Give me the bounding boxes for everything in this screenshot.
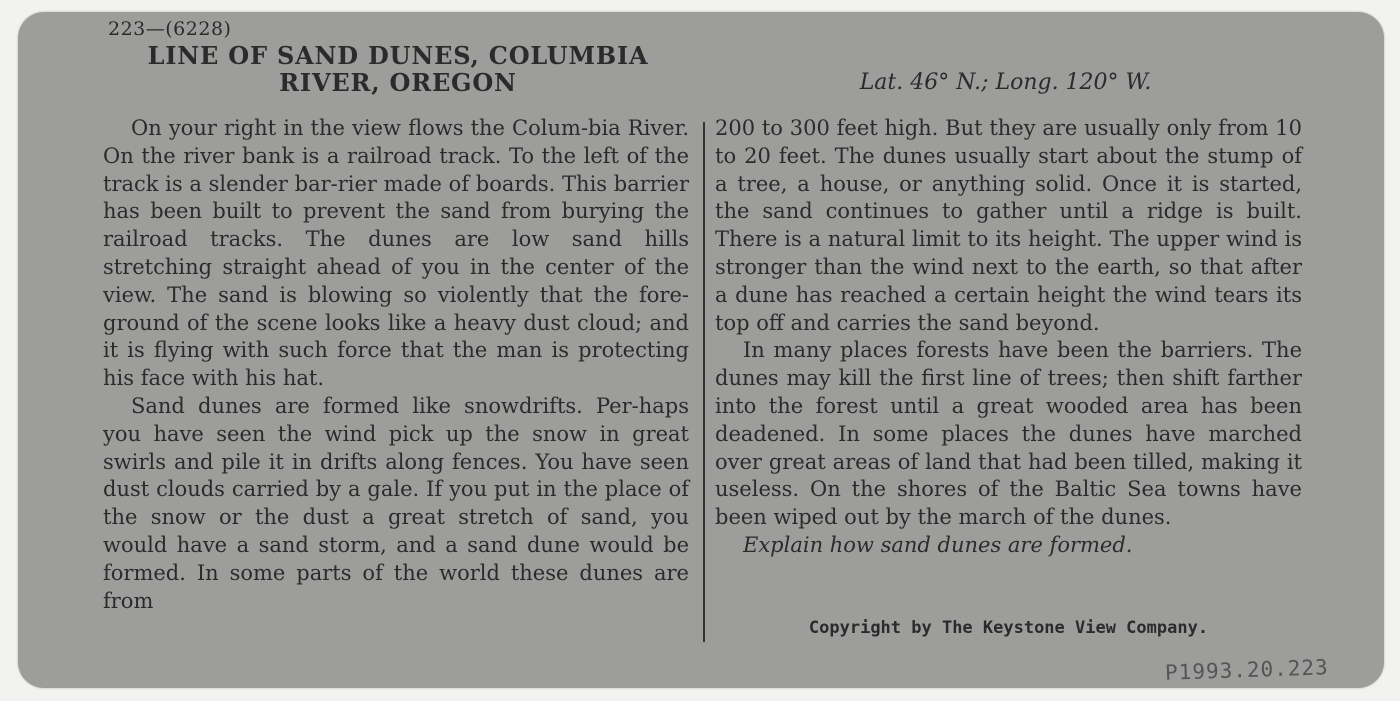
card-title — [98, 42, 698, 96]
stereo-card-back — [18, 12, 1384, 688]
left-paragraph-2: Sand dunes are formed like snowdrifts. Per-haps you have seen the wind pick up the snow in great swirls and pile it in drifts along fences. You have seen dust clouds carried by a gale. If you put in the place of the snow or the dust a great stretch of sand, you would have a sand storm, and a sand dune would be formed. In some parts of the world these dunes are from — [103, 393, 689, 613]
right-column — [715, 115, 1302, 560]
card-number: 223—(6228) — [108, 18, 232, 40]
right-paragraph-2: In many places forests have been the barriers. The dunes may kill the first line of trees; then shift farther into the forest until a great wooded area has been deadened. In some places the dunes have marched over great areas of land that had been tilled, making it useless. On the shores of the Baltic Sea towns have been wiped out by the march of the dunes. — [715, 338, 1302, 530]
right-paragraph-1: 200 to 300 feet high. But they are usually only from 10 to 20 feet. The dunes usually start about the stump of a tree, a house, or anything solid. Once it is started, the sand continues to gather until a ridge is built. There is a natural limit to its height. The upper wind is stronger than the wind next to the earth, so that after a dune has reached a certain height the wind tears its top off and carries the sand beyond. — [715, 116, 1302, 335]
left-column — [103, 115, 689, 615]
study-question: Explain how sand dunes are formed. — [743, 532, 1133, 557]
left-paragraph-1: On your right in the view flows the Colum-bia River. On the river bank is a railroad track. To the left of the track is a slender bar-rier made of boards. This barrier has been built to prevent the sand from burying the railroad tracks. The dunes are low sand hills stretching straight ahead of you in the center of the view. The sand is blowing so violently that the fore-ground of the scene looks like a heavy dust cloud; and it is flying with such force that the man is protecting his face with his hat. — [103, 116, 689, 391]
accession-number: P1993.20.223 — [1164, 655, 1330, 685]
column-divider — [703, 122, 705, 642]
copyright-notice: Copyright by The Keystone View Company. — [808, 618, 1209, 638]
coordinates: Lat. 46° N.; Long. 120° W. — [859, 70, 1152, 95]
title-line-1: LINE OF SAND DUNES, COLUMBIA — [147, 41, 649, 70]
title-line-2: RIVER, OREGON — [279, 68, 517, 97]
